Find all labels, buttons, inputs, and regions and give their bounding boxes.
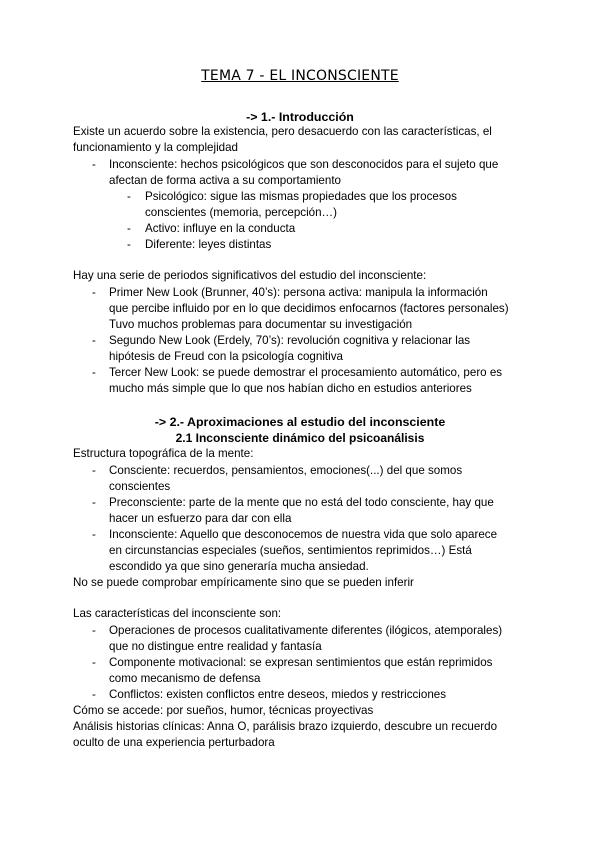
- sub-psicologico-1: Psicológico: sigue las mismas propiedades que los procesos: [145, 190, 457, 203]
- sub-bullet-dash: -: [127, 238, 131, 251]
- bullet-dash: -: [92, 656, 96, 669]
- sub-psicologico-2: conscientes (memoria, percepción…): [145, 206, 338, 219]
- inconsciente-line-1: Inconsciente: Aquello que desconocemos de nuestra vida que solo aparece: [109, 528, 498, 541]
- access-line: Cómo se accede: por sueños, humor, técnicas proyectivas: [73, 704, 374, 717]
- inconsciente-line-2: en circunstancias especiales (sueños, sentimientos reprimidos…) Está: [109, 544, 472, 557]
- char-2-line-1: Componente motivacional: se expresan sentimientos que están reprimidos: [109, 656, 493, 669]
- char-3-line: Conflictos: existen conflictos entre deseos, miedos y restricciones: [109, 688, 447, 701]
- bullet-dash: -: [92, 464, 96, 477]
- preconsciente-line-2: hacer un esfuerzo para dar con ella: [109, 512, 292, 525]
- bullet-dash: -: [92, 496, 96, 509]
- char-1-line-1: Operaciones de procesos cualitativamente diferentes (ilógicos, atemporales): [109, 624, 503, 637]
- period-3-line-1: Tercer New Look: se puede demostrar el procesamiento automático, pero es: [109, 366, 503, 379]
- consciente-line-2: conscientes: [109, 480, 171, 493]
- char-1-line-2: que no distingue entre realidad y fantasía: [109, 640, 322, 653]
- period-1-line-1: Primer New Look (Brunner, 40’s): persona activa: manipula la información: [109, 286, 488, 299]
- consciente-line-1: Consciente: recuerdos, pensamientos, emociones(...) del que somos: [109, 464, 463, 477]
- bullet-dash: -: [92, 334, 96, 347]
- period-3-line-2: mucho más simple que lo que nos habían dicho en estudios anteriores: [109, 382, 472, 395]
- period-1-line-2: que percibe influido por en lo que decidimos enfocarnos (factores personales): [109, 302, 509, 315]
- char-2-line-2: como mecanismo de defensa: [109, 672, 261, 685]
- page-title: TEMA 7 - EL INCONSCIENTE: [201, 68, 399, 84]
- bullet-inconsciente-1: Inconsciente: hechos psicológicos que son desconocidos para el sujeto que: [109, 158, 499, 171]
- bullet-dash: -: [92, 158, 96, 171]
- section-2-heading: -> 2.- Aproximaciones al estudio del inconsciente: [154, 415, 446, 429]
- bullet-dash: -: [92, 366, 96, 379]
- structure-intro: Estructura topográfica de la mente:: [73, 447, 254, 460]
- intro-line-1: Existe un acuerdo sobre la existencia, pero desacuerdo con las características, el: [73, 125, 492, 138]
- sub-bullet-dash: -: [127, 190, 131, 203]
- bullet-dash: -: [92, 528, 96, 541]
- intro-line-2: funcionamiento y la complejidad: [73, 141, 238, 154]
- bullet-dash: -: [92, 286, 96, 299]
- sub-diferente: Diferente: leyes distintas: [145, 238, 272, 251]
- bullet-inconsciente-2: afectan de forma activa a su comportamiento: [109, 174, 341, 187]
- section-1-heading: -> 1.- Introducción: [246, 110, 354, 124]
- analysis-line-2: oculto de una experiencia perturbadora: [73, 736, 275, 749]
- section-2-subheading: 2.1 Inconsciente dinámico del psicoanálisis: [175, 431, 425, 445]
- inconsciente-line-3: escondido ya que sino generaría mucha ansiedad.: [109, 560, 369, 573]
- no-proof-line: No se puede comprobar empíricamente sino que se pueden inferir: [73, 576, 414, 589]
- periods-intro: Hay una serie de periodos significativos del estudio del inconsciente:: [73, 269, 427, 282]
- characteristics-intro: Las características del inconsciente son:: [73, 607, 282, 620]
- period-2-line-1: Segundo New Look (Erdely, 70’s): revolución cognitiva y relacionar las: [109, 334, 471, 347]
- period-1-line-3: Tuvo muchos problemas para documentar su investigación: [109, 318, 413, 331]
- analysis-line-1: Análisis historias clínicas: Anna O, parálisis brazo izquierdo, descubre un recuerdo: [73, 720, 498, 733]
- sub-activo: Activo: influye en la conducta: [145, 222, 296, 235]
- preconsciente-line-1: Preconsciente: parte de la mente que no está del todo consciente, hay que: [109, 496, 494, 509]
- sub-bullet-dash: -: [127, 222, 131, 235]
- period-2-line-2: hipótesis de Freud con la psicología cognitiva: [109, 350, 343, 363]
- bullet-dash: -: [92, 688, 96, 701]
- bullet-dash: -: [92, 624, 96, 637]
